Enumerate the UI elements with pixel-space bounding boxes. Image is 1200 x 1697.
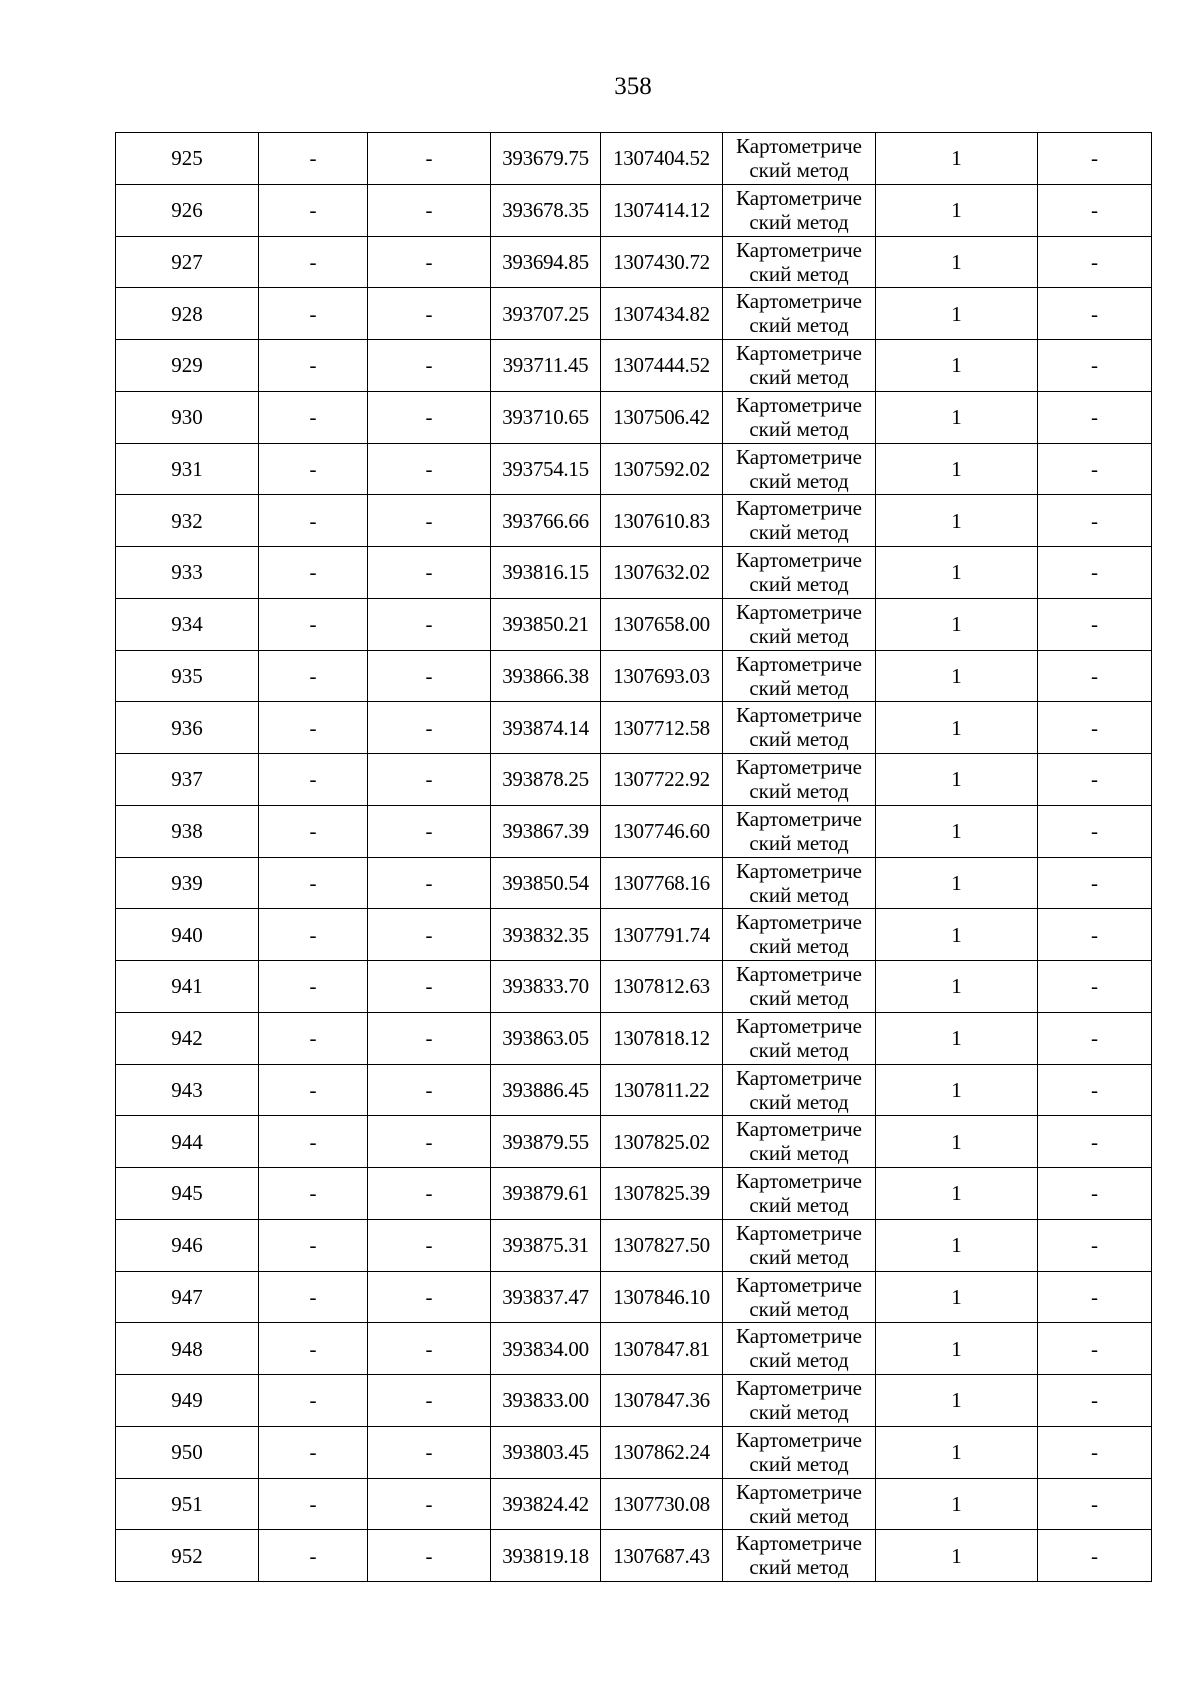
dash-cell-a: - <box>259 1012 368 1064</box>
table-row <box>116 443 1152 495</box>
table-row <box>116 650 1152 702</box>
dash-cell-b: - <box>368 1219 491 1271</box>
dash-cell-b: - <box>368 857 491 909</box>
point-number-cell: 939 <box>116 857 259 909</box>
dash-cell-b: - <box>368 598 491 650</box>
dash-cell-b: - <box>368 1323 491 1375</box>
method-cell <box>723 1375 876 1427</box>
method-text: Картометриче ский метод <box>736 341 862 389</box>
x-coordinate-cell: 393875.31 <box>491 1219 601 1271</box>
table-row <box>116 1219 1152 1271</box>
y-coordinate-cell: 1307818.12 <box>601 1012 723 1064</box>
table-row <box>116 1323 1152 1375</box>
dash-cell-a: - <box>259 1116 368 1168</box>
point-number-cell: 940 <box>116 909 259 961</box>
method-cell <box>723 1064 876 1116</box>
y-coordinate-cell: 1307812.63 <box>601 961 723 1013</box>
x-coordinate-cell: 393707.25 <box>491 288 601 340</box>
method-text: Картометриче ский метод <box>736 185 862 234</box>
point-number-cell: 942 <box>116 1012 259 1064</box>
y-coordinate-cell: 1307730.08 <box>601 1478 723 1530</box>
dash-cell-b: - <box>368 805 491 857</box>
x-coordinate-cell: 393878.25 <box>491 754 601 806</box>
dash-cell-c: - <box>1038 1168 1152 1220</box>
dash-cell-a: - <box>259 909 368 961</box>
dash-cell-c: - <box>1038 133 1152 185</box>
table-row <box>116 236 1152 288</box>
dash-cell-b: - <box>368 1478 491 1530</box>
accuracy-cell: 1 <box>876 857 1038 909</box>
dash-cell-a: - <box>259 1375 368 1427</box>
table-row <box>116 1478 1152 1530</box>
x-coordinate-cell: 393832.35 <box>491 909 601 961</box>
method-cell <box>723 495 876 547</box>
method-text: Картометриче ский метод <box>736 1065 862 1114</box>
method-text: Картометриче ский метод <box>736 289 862 338</box>
y-coordinate-cell: 1307632.02 <box>601 547 723 599</box>
dash-cell-b: - <box>368 1168 491 1220</box>
dash-cell-c: - <box>1038 184 1152 236</box>
method-text: Картометриче ский метод <box>736 392 862 441</box>
dash-cell-b: - <box>368 288 491 340</box>
x-coordinate-cell: 393710.65 <box>491 391 601 443</box>
point-number-cell: 929 <box>116 340 259 392</box>
dash-cell-b: - <box>368 961 491 1013</box>
method-text: Картометриче ский метод <box>736 548 862 596</box>
accuracy-cell: 1 <box>876 961 1038 1013</box>
method-text: Картометриче ский метод <box>736 806 862 855</box>
point-number-cell: 944 <box>116 1116 259 1168</box>
dash-cell-a: - <box>259 961 368 1013</box>
method-text: Картометриче ский метод <box>736 858 862 907</box>
method-cell <box>723 288 876 340</box>
method-cell <box>723 236 876 288</box>
accuracy-cell: 1 <box>876 598 1038 650</box>
method-cell <box>723 443 876 495</box>
y-coordinate-cell: 1307791.74 <box>601 909 723 961</box>
method-text: Картометриче ский метод <box>736 1531 862 1580</box>
dash-cell-b: - <box>368 1375 491 1427</box>
method-cell <box>723 1116 876 1168</box>
table-row <box>116 495 1152 547</box>
method-text: Картометриче ский метод <box>736 496 862 545</box>
dash-cell-b: - <box>368 1116 491 1168</box>
dash-cell-b: - <box>368 1012 491 1064</box>
point-number-cell: 925 <box>116 133 259 185</box>
table-row <box>116 288 1152 340</box>
table-row <box>116 857 1152 909</box>
dash-cell-c: - <box>1038 1116 1152 1168</box>
y-coordinate-cell: 1307847.36 <box>601 1375 723 1427</box>
table-row <box>116 1271 1152 1323</box>
y-coordinate-cell: 1307825.39 <box>601 1168 723 1220</box>
method-cell <box>723 650 876 702</box>
method-cell <box>723 1426 876 1478</box>
method-cell <box>723 805 876 857</box>
x-coordinate-cell: 393834.00 <box>491 1323 601 1375</box>
x-coordinate-cell: 393819.18 <box>491 1530 601 1582</box>
table-row <box>116 547 1152 599</box>
y-coordinate-cell: 1307768.16 <box>601 857 723 909</box>
accuracy-cell: 1 <box>876 340 1038 392</box>
dash-cell-c: - <box>1038 1323 1152 1375</box>
coordinates-table <box>115 132 1152 1582</box>
method-cell <box>723 1323 876 1375</box>
dash-cell-c: - <box>1038 1064 1152 1116</box>
method-cell <box>723 961 876 1013</box>
table-row <box>116 184 1152 236</box>
dash-cell-a: - <box>259 1168 368 1220</box>
dash-cell-b: - <box>368 1426 491 1478</box>
accuracy-cell: 1 <box>876 1426 1038 1478</box>
table-row <box>116 1530 1152 1582</box>
x-coordinate-cell: 393837.47 <box>491 1271 601 1323</box>
x-coordinate-cell: 393833.00 <box>491 1375 601 1427</box>
method-cell <box>723 754 876 806</box>
method-text: Картометриче ский метод <box>736 1324 862 1373</box>
x-coordinate-cell: 393766.66 <box>491 495 601 547</box>
x-coordinate-cell: 393754.15 <box>491 443 601 495</box>
dash-cell-c: - <box>1038 754 1152 806</box>
x-coordinate-cell: 393803.45 <box>491 1426 601 1478</box>
method-text: Картометриче ский метод <box>736 1220 862 1269</box>
accuracy-cell: 1 <box>876 650 1038 702</box>
x-coordinate-cell: 393694.85 <box>491 236 601 288</box>
y-coordinate-cell: 1307430.72 <box>601 236 723 288</box>
accuracy-cell: 1 <box>876 1064 1038 1116</box>
point-number-cell: 927 <box>116 236 259 288</box>
x-coordinate-cell: 393850.54 <box>491 857 601 909</box>
accuracy-cell: 1 <box>876 495 1038 547</box>
x-coordinate-cell: 393824.42 <box>491 1478 601 1530</box>
point-number-cell: 945 <box>116 1168 259 1220</box>
x-coordinate-cell: 393863.05 <box>491 1012 601 1064</box>
y-coordinate-cell: 1307827.50 <box>601 1219 723 1271</box>
dash-cell-a: - <box>259 133 368 185</box>
point-number-cell: 950 <box>116 1426 259 1478</box>
method-cell <box>723 1530 876 1582</box>
y-coordinate-cell: 1307811.22 <box>601 1064 723 1116</box>
method-cell <box>723 1219 876 1271</box>
table-row <box>116 1012 1152 1064</box>
point-number-cell: 948 <box>116 1323 259 1375</box>
point-number-cell: 951 <box>116 1478 259 1530</box>
y-coordinate-cell: 1307592.02 <box>601 443 723 495</box>
dash-cell-a: - <box>259 754 368 806</box>
x-coordinate-cell: 393874.14 <box>491 702 601 754</box>
dash-cell-c: - <box>1038 1530 1152 1582</box>
accuracy-cell: 1 <box>876 547 1038 599</box>
x-coordinate-cell: 393867.39 <box>491 805 601 857</box>
method-text: Картометриче ский метод <box>736 1479 862 1528</box>
point-number-cell: 933 <box>116 547 259 599</box>
method-cell <box>723 857 876 909</box>
dash-cell-c: - <box>1038 857 1152 909</box>
page-number: 358 <box>614 73 652 100</box>
table-row <box>116 961 1152 1013</box>
method-text: Картометриче ский метод <box>736 1013 862 1062</box>
table-row <box>116 133 1152 185</box>
dash-cell-b: - <box>368 443 491 495</box>
dash-cell-a: - <box>259 340 368 392</box>
method-text: Картометриче ский метод <box>736 444 862 493</box>
table-row <box>116 340 1152 392</box>
dash-cell-a: - <box>259 391 368 443</box>
accuracy-cell: 1 <box>876 236 1038 288</box>
dash-cell-b: - <box>368 650 491 702</box>
y-coordinate-cell: 1307847.81 <box>601 1323 723 1375</box>
dash-cell-a: - <box>259 805 368 857</box>
dash-cell-c: - <box>1038 547 1152 599</box>
dash-cell-c: - <box>1038 288 1152 340</box>
y-coordinate-cell: 1307404.52 <box>601 133 723 185</box>
table-row <box>116 1116 1152 1168</box>
x-coordinate-cell: 393679.75 <box>491 133 601 185</box>
accuracy-cell: 1 <box>876 702 1038 754</box>
y-coordinate-cell: 1307722.92 <box>601 754 723 806</box>
method-text: Картометриче ский метод <box>736 651 862 700</box>
accuracy-cell: 1 <box>876 133 1038 185</box>
table-body <box>116 133 1152 1582</box>
accuracy-cell: 1 <box>876 1012 1038 1064</box>
dash-cell-c: - <box>1038 650 1152 702</box>
dash-cell-a: - <box>259 1530 368 1582</box>
method-cell <box>723 909 876 961</box>
table-row <box>116 805 1152 857</box>
point-number-cell: 930 <box>116 391 259 443</box>
method-text: Картометриче ский метод <box>736 703 862 752</box>
point-number-cell: 938 <box>116 805 259 857</box>
y-coordinate-cell: 1307506.42 <box>601 391 723 443</box>
x-coordinate-cell: 393678.35 <box>491 184 601 236</box>
dash-cell-b: - <box>368 702 491 754</box>
table-row <box>116 1168 1152 1220</box>
point-number-cell: 928 <box>116 288 259 340</box>
point-number-cell: 952 <box>116 1530 259 1582</box>
method-cell <box>723 598 876 650</box>
dash-cell-b: - <box>368 1271 491 1323</box>
dash-cell-c: - <box>1038 1219 1152 1271</box>
point-number-cell: 943 <box>116 1064 259 1116</box>
dash-cell-a: - <box>259 288 368 340</box>
y-coordinate-cell: 1307444.52 <box>601 340 723 392</box>
method-cell <box>723 1012 876 1064</box>
dash-cell-c: - <box>1038 909 1152 961</box>
table-row <box>116 391 1152 443</box>
method-text: Картометриче ский метод <box>736 599 862 648</box>
accuracy-cell: 1 <box>876 288 1038 340</box>
dash-cell-a: - <box>259 1323 368 1375</box>
accuracy-cell: 1 <box>876 1271 1038 1323</box>
y-coordinate-cell: 1307825.02 <box>601 1116 723 1168</box>
table-row <box>116 1375 1152 1427</box>
dash-cell-c: - <box>1038 391 1152 443</box>
dash-cell-b: - <box>368 340 491 392</box>
x-coordinate-cell: 393833.70 <box>491 961 601 1013</box>
method-text: Картометриче ский метод <box>736 1272 862 1321</box>
method-text: Картометриче ский метод <box>736 134 862 182</box>
point-number-cell: 936 <box>116 702 259 754</box>
dash-cell-a: - <box>259 1064 368 1116</box>
x-coordinate-cell: 393850.21 <box>491 598 601 650</box>
y-coordinate-cell: 1307414.12 <box>601 184 723 236</box>
point-number-cell: 931 <box>116 443 259 495</box>
point-number-cell: 932 <box>116 495 259 547</box>
dash-cell-a: - <box>259 650 368 702</box>
table-row <box>116 909 1152 961</box>
point-number-cell: 941 <box>116 961 259 1013</box>
y-coordinate-cell: 1307746.60 <box>601 805 723 857</box>
dash-cell-c: - <box>1038 1478 1152 1530</box>
accuracy-cell: 1 <box>876 1219 1038 1271</box>
method-text: Картометриче ский метод <box>736 962 862 1010</box>
accuracy-cell: 1 <box>876 1168 1038 1220</box>
dash-cell-a: - <box>259 495 368 547</box>
method-cell <box>723 133 876 185</box>
y-coordinate-cell: 1307434.82 <box>601 288 723 340</box>
dash-cell-c: - <box>1038 702 1152 754</box>
table-row <box>116 1064 1152 1116</box>
table-row <box>116 754 1152 806</box>
y-coordinate-cell: 1307687.43 <box>601 1530 723 1582</box>
dash-cell-a: - <box>259 184 368 236</box>
dash-cell-c: - <box>1038 1012 1152 1064</box>
dash-cell-a: - <box>259 1271 368 1323</box>
accuracy-cell: 1 <box>876 1116 1038 1168</box>
point-number-cell: 934 <box>116 598 259 650</box>
y-coordinate-cell: 1307862.24 <box>601 1426 723 1478</box>
dash-cell-b: - <box>368 547 491 599</box>
dash-cell-b: - <box>368 184 491 236</box>
point-number-cell: 947 <box>116 1271 259 1323</box>
method-cell <box>723 702 876 754</box>
y-coordinate-cell: 1307712.58 <box>601 702 723 754</box>
accuracy-cell: 1 <box>876 443 1038 495</box>
point-number-cell: 946 <box>116 1219 259 1271</box>
dash-cell-c: - <box>1038 1271 1152 1323</box>
table-row <box>116 702 1152 754</box>
dash-cell-a: - <box>259 598 368 650</box>
y-coordinate-cell: 1307846.10 <box>601 1271 723 1323</box>
dash-cell-c: - <box>1038 1426 1152 1478</box>
x-coordinate-cell: 393866.38 <box>491 650 601 702</box>
accuracy-cell: 1 <box>876 1478 1038 1530</box>
x-coordinate-cell: 393879.61 <box>491 1168 601 1220</box>
dash-cell-c: - <box>1038 340 1152 392</box>
method-cell <box>723 1478 876 1530</box>
x-coordinate-cell: 393711.45 <box>491 340 601 392</box>
accuracy-cell: 1 <box>876 1530 1038 1582</box>
y-coordinate-cell: 1307693.03 <box>601 650 723 702</box>
y-coordinate-cell: 1307658.00 <box>601 598 723 650</box>
dash-cell-a: - <box>259 1478 368 1530</box>
method-text: Картометриче ский метод <box>736 1117 862 1166</box>
method-cell <box>723 391 876 443</box>
x-coordinate-cell: 393816.15 <box>491 547 601 599</box>
method-text: Картометриче ский метод <box>736 1169 862 1217</box>
dash-cell-a: - <box>259 1219 368 1271</box>
method-cell <box>723 340 876 392</box>
method-text: Картометриче ский метод <box>736 910 862 959</box>
dash-cell-c: - <box>1038 495 1152 547</box>
dash-cell-b: - <box>368 133 491 185</box>
dash-cell-c: - <box>1038 236 1152 288</box>
method-cell <box>723 547 876 599</box>
x-coordinate-cell: 393879.55 <box>491 1116 601 1168</box>
accuracy-cell: 1 <box>876 1323 1038 1375</box>
table-row <box>116 598 1152 650</box>
method-cell <box>723 1168 876 1220</box>
x-coordinate-cell: 393886.45 <box>491 1064 601 1116</box>
method-cell <box>723 1271 876 1323</box>
dash-cell-a: - <box>259 443 368 495</box>
dash-cell-b: - <box>368 236 491 288</box>
table-row <box>116 1426 1152 1478</box>
dash-cell-c: - <box>1038 443 1152 495</box>
point-number-cell: 935 <box>116 650 259 702</box>
dash-cell-b: - <box>368 495 491 547</box>
method-text: Картометриче ский метод <box>736 1427 862 1476</box>
accuracy-cell: 1 <box>876 184 1038 236</box>
point-number-cell: 949 <box>116 1375 259 1427</box>
dash-cell-b: - <box>368 1530 491 1582</box>
dash-cell-c: - <box>1038 805 1152 857</box>
dash-cell-b: - <box>368 1064 491 1116</box>
dash-cell-a: - <box>259 236 368 288</box>
dash-cell-a: - <box>259 547 368 599</box>
dash-cell-c: - <box>1038 961 1152 1013</box>
dash-cell-b: - <box>368 909 491 961</box>
dash-cell-b: - <box>368 391 491 443</box>
dash-cell-a: - <box>259 1426 368 1478</box>
dash-cell-a: - <box>259 702 368 754</box>
point-number-cell: 926 <box>116 184 259 236</box>
accuracy-cell: 1 <box>876 1375 1038 1427</box>
point-number-cell: 937 <box>116 754 259 806</box>
dash-cell-c: - <box>1038 1375 1152 1427</box>
accuracy-cell: 1 <box>876 754 1038 806</box>
dash-cell-a: - <box>259 857 368 909</box>
method-text: Картометриче ский метод <box>736 237 862 286</box>
dash-cell-b: - <box>368 754 491 806</box>
y-coordinate-cell: 1307610.83 <box>601 495 723 547</box>
accuracy-cell: 1 <box>876 909 1038 961</box>
method-text: Картометриче ский метод <box>736 755 862 803</box>
accuracy-cell: 1 <box>876 391 1038 443</box>
accuracy-cell: 1 <box>876 805 1038 857</box>
method-text: Картометриче ский метод <box>736 1376 862 1424</box>
dash-cell-c: - <box>1038 598 1152 650</box>
method-cell <box>723 184 876 236</box>
